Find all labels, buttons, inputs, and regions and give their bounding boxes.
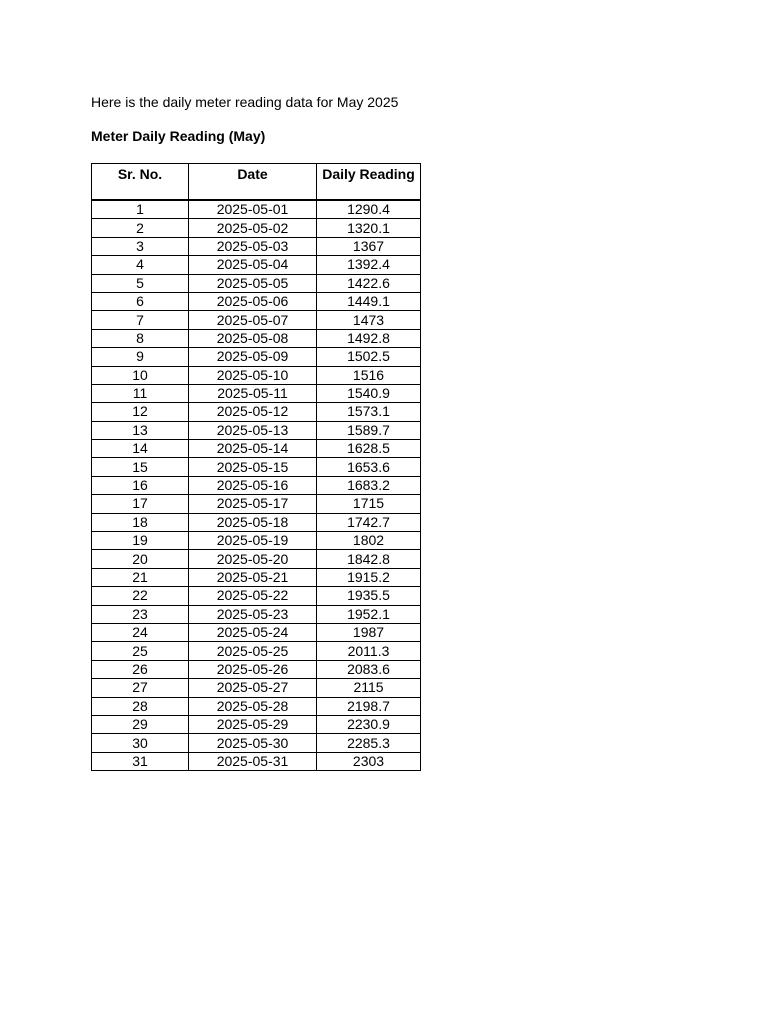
daily-reading-cell: 1915.2 xyxy=(317,568,421,586)
sr-no-cell: 15 xyxy=(92,458,189,476)
table-row xyxy=(92,476,421,494)
sr-no-cell: 8 xyxy=(92,329,189,347)
table-row xyxy=(92,642,421,660)
daily-reading-cell: 1422.6 xyxy=(317,274,421,292)
table-row xyxy=(92,697,421,715)
table-row xyxy=(92,348,421,366)
daily-reading-cell: 1449.1 xyxy=(317,292,421,310)
sr-no-cell: 27 xyxy=(92,679,189,697)
table-row xyxy=(92,458,421,476)
date-cell: 2025-05-31 xyxy=(189,752,317,770)
date-cell: 2025-05-20 xyxy=(189,550,317,568)
daily-reading-cell: 1742.7 xyxy=(317,513,421,531)
date-cell: 2025-05-27 xyxy=(189,679,317,697)
date-cell: 2025-05-18 xyxy=(189,513,317,531)
date-cell: 2025-05-16 xyxy=(189,476,317,494)
sr-no-cell: 5 xyxy=(92,274,189,292)
daily-reading-cell: 1573.1 xyxy=(317,403,421,421)
date-cell: 2025-05-13 xyxy=(189,421,317,439)
table-row xyxy=(92,440,421,458)
sr-no-cell: 14 xyxy=(92,440,189,458)
sr-no-cell: 31 xyxy=(92,752,189,770)
sr-no-cell: 22 xyxy=(92,587,189,605)
sr-no-cell: 24 xyxy=(92,623,189,641)
daily-reading-cell: 1290.4 xyxy=(317,200,421,219)
date-cell: 2025-05-05 xyxy=(189,274,317,292)
daily-reading-cell: 1473 xyxy=(317,311,421,329)
table-row xyxy=(92,366,421,384)
table-row xyxy=(92,752,421,770)
sr-no-cell: 12 xyxy=(92,403,189,421)
date-cell: 2025-05-10 xyxy=(189,366,317,384)
table-row xyxy=(92,384,421,402)
daily-reading-cell: 1802 xyxy=(317,532,421,550)
daily-reading-cell: 2285.3 xyxy=(317,734,421,752)
sr-no-cell: 7 xyxy=(92,311,189,329)
daily-reading-cell: 1502.5 xyxy=(317,348,421,366)
table-row xyxy=(92,200,421,219)
column-header-date: Date xyxy=(189,164,317,201)
table-row xyxy=(92,219,421,237)
column-header-sr-no: Sr. No. xyxy=(92,164,189,201)
date-cell: 2025-05-28 xyxy=(189,697,317,715)
table-row xyxy=(92,679,421,697)
table-row xyxy=(92,237,421,255)
table-row xyxy=(92,660,421,678)
intro-text: Here is the daily meter reading data for May 2025 xyxy=(91,94,399,110)
date-cell: 2025-05-15 xyxy=(189,458,317,476)
table-body xyxy=(92,200,421,771)
daily-reading-cell: 1935.5 xyxy=(317,587,421,605)
date-cell: 2025-05-30 xyxy=(189,734,317,752)
sr-no-cell: 28 xyxy=(92,697,189,715)
sr-no-cell: 4 xyxy=(92,256,189,274)
sr-no-cell: 26 xyxy=(92,660,189,678)
date-cell: 2025-05-14 xyxy=(189,440,317,458)
sr-no-cell: 13 xyxy=(92,421,189,439)
date-cell: 2025-05-17 xyxy=(189,495,317,513)
table-row xyxy=(92,403,421,421)
date-cell: 2025-05-11 xyxy=(189,384,317,402)
daily-reading-cell: 2011.3 xyxy=(317,642,421,660)
daily-reading-cell: 1683.2 xyxy=(317,476,421,494)
table-row xyxy=(92,513,421,531)
sr-no-cell: 18 xyxy=(92,513,189,531)
date-cell: 2025-05-23 xyxy=(189,605,317,623)
sr-no-cell: 25 xyxy=(92,642,189,660)
table-row xyxy=(92,550,421,568)
daily-reading-cell: 2230.9 xyxy=(317,715,421,733)
daily-reading-cell: 1952.1 xyxy=(317,605,421,623)
daily-reading-cell: 2083.6 xyxy=(317,660,421,678)
daily-reading-cell: 2198.7 xyxy=(317,697,421,715)
table-row xyxy=(92,715,421,733)
daily-reading-cell: 2303 xyxy=(317,752,421,770)
daily-reading-cell: 2115 xyxy=(317,679,421,697)
sr-no-cell: 11 xyxy=(92,384,189,402)
sr-no-cell: 9 xyxy=(92,348,189,366)
table-row xyxy=(92,734,421,752)
daily-reading-cell: 1715 xyxy=(317,495,421,513)
sr-no-cell: 29 xyxy=(92,715,189,733)
date-cell: 2025-05-12 xyxy=(189,403,317,421)
sr-no-cell: 3 xyxy=(92,237,189,255)
table-title: Meter Daily Reading (May) xyxy=(91,128,266,144)
date-cell: 2025-05-08 xyxy=(189,329,317,347)
date-cell: 2025-05-19 xyxy=(189,532,317,550)
daily-reading-cell: 1987 xyxy=(317,623,421,641)
daily-reading-cell: 1842.8 xyxy=(317,550,421,568)
date-cell: 2025-05-26 xyxy=(189,660,317,678)
table-row xyxy=(92,292,421,310)
sr-no-cell: 16 xyxy=(92,476,189,494)
table-row xyxy=(92,587,421,605)
date-cell: 2025-05-21 xyxy=(189,568,317,586)
date-cell: 2025-05-06 xyxy=(189,292,317,310)
date-cell: 2025-05-01 xyxy=(189,200,317,219)
table-row xyxy=(92,532,421,550)
daily-reading-cell: 1589.7 xyxy=(317,421,421,439)
date-cell: 2025-05-07 xyxy=(189,311,317,329)
table-row xyxy=(92,311,421,329)
table-header-row xyxy=(92,164,421,201)
date-cell: 2025-05-29 xyxy=(189,715,317,733)
date-cell: 2025-05-04 xyxy=(189,256,317,274)
table-row xyxy=(92,329,421,347)
date-cell: 2025-05-24 xyxy=(189,623,317,641)
daily-reading-cell: 1392.4 xyxy=(317,256,421,274)
sr-no-cell: 30 xyxy=(92,734,189,752)
table-row xyxy=(92,623,421,641)
table-row xyxy=(92,421,421,439)
date-cell: 2025-05-03 xyxy=(189,237,317,255)
daily-reading-cell: 1516 xyxy=(317,366,421,384)
daily-reading-cell: 1540.9 xyxy=(317,384,421,402)
sr-no-cell: 6 xyxy=(92,292,189,310)
sr-no-cell: 17 xyxy=(92,495,189,513)
sr-no-cell: 21 xyxy=(92,568,189,586)
date-cell: 2025-05-09 xyxy=(189,348,317,366)
column-header-daily-reading: Daily Reading xyxy=(317,164,421,201)
daily-reading-cell: 1367 xyxy=(317,237,421,255)
sr-no-cell: 20 xyxy=(92,550,189,568)
daily-reading-cell: 1628.5 xyxy=(317,440,421,458)
table-row xyxy=(92,605,421,623)
sr-no-cell: 19 xyxy=(92,532,189,550)
sr-no-cell: 10 xyxy=(92,366,189,384)
table-row xyxy=(92,568,421,586)
date-cell: 2025-05-25 xyxy=(189,642,317,660)
sr-no-cell: 2 xyxy=(92,219,189,237)
table-row xyxy=(92,256,421,274)
meter-reading-table xyxy=(91,163,421,771)
daily-reading-cell: 1653.6 xyxy=(317,458,421,476)
daily-reading-cell: 1320.1 xyxy=(317,219,421,237)
table-row xyxy=(92,274,421,292)
date-cell: 2025-05-02 xyxy=(189,219,317,237)
sr-no-cell: 23 xyxy=(92,605,189,623)
daily-reading-cell: 1492.8 xyxy=(317,329,421,347)
sr-no-cell: 1 xyxy=(92,200,189,219)
table-row xyxy=(92,495,421,513)
date-cell: 2025-05-22 xyxy=(189,587,317,605)
